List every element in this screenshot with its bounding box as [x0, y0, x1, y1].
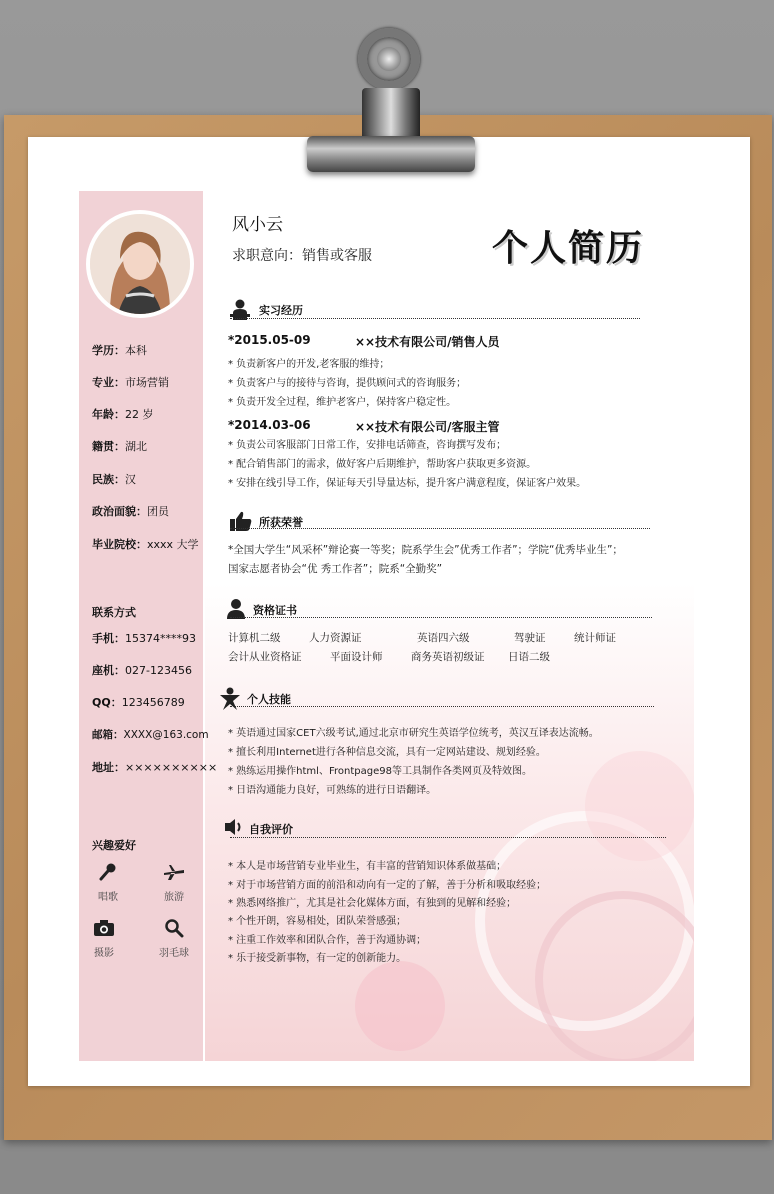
skill-line: * 英语通过国家CET六级考试,通过北京市研究生英语学位统考，英汉互译表达流畅。	[228, 728, 599, 739]
divider	[230, 617, 652, 618]
candidate-name: 风小云	[232, 215, 283, 235]
self-eval-line: * 熟悉网络推广，尤其是社会化媒体方面，有独到的见解和经验；	[228, 898, 517, 909]
binder-clip	[307, 136, 475, 172]
self-eval-line: * 本人是市场营销专业毕业生，有丰富的营销知识体系做基础；	[228, 861, 507, 872]
skills-heading: 个人技能	[247, 691, 291, 707]
cert-item: 平面设计师	[330, 651, 383, 663]
contact-phone: 手机：15374****93	[92, 632, 196, 645]
honors-line: 国家志愿者协会“优 秀工作者”；院系“全勤奖”	[228, 563, 443, 575]
job-bullet: * 负责开发全过程，维护老客户，保持客户稳定性。	[228, 397, 457, 408]
job-company: ××技术有限公司/客服主管	[355, 420, 500, 434]
contact-address: 地址：××××××××××	[92, 761, 218, 774]
self-eval-line: * 个性开朗，容易相处，团队荣誉感强；	[228, 916, 407, 927]
honors-line: *全国大学生“风采杯”辩论赛一等奖；院系学生会”优秀工作者”；学院“优秀毕业生”；	[228, 544, 623, 556]
airplane-icon	[154, 862, 194, 882]
hobbies-title: 兴趣爱好	[92, 839, 136, 852]
contact-title: 联系方式	[92, 606, 136, 619]
skill-line: * 日语沟通能力良好，可熟练的进行日语翻译。	[228, 785, 437, 796]
self-eval-line: * 对于市场营销方面的前沿和动向有一定的了解，善于分析和吸取经验；	[228, 880, 547, 891]
hobby-photography: 摄影	[84, 918, 124, 959]
info-school: 毕业院校：xxxx 大学	[92, 538, 199, 551]
self-eval-line: * 乐于接受新事物，有一定的创新能力。	[228, 953, 407, 964]
job-bullet: * 负责新客户的开发,老客服的维持；	[228, 359, 390, 370]
honors-heading: 所获荣誉	[259, 514, 303, 530]
internship-heading: 实习经历	[259, 302, 303, 318]
cert-item: 驾驶证	[514, 632, 546, 644]
job-date: *2014.03-06	[228, 418, 311, 432]
hobby-singing: 唱歌	[88, 862, 128, 903]
cert-item: 人力资源证	[309, 632, 362, 644]
info-hometown: 籍贯：湖北	[92, 440, 147, 453]
info-major: 专业：市场营销	[92, 376, 169, 389]
job-company: ××技术有限公司/销售人员	[355, 335, 500, 349]
hobby-badminton: 羽毛球	[154, 918, 194, 959]
microphone-icon	[88, 862, 128, 882]
search-icon	[154, 918, 194, 938]
cert-item: 统计师证	[574, 632, 616, 644]
contact-email: 邮箱：XXXX@163.com	[92, 729, 209, 741]
contact-landline: 座机：027-123456	[92, 664, 192, 677]
skill-line: * 熟练运用操作html、Frontpage98等工具制作各类网页及特效图。	[228, 766, 532, 777]
divider	[230, 837, 666, 838]
star-person-icon	[219, 687, 241, 711]
self-eval-heading: 自我评价	[249, 821, 293, 837]
info-ethnicity: 民族：汉	[92, 473, 136, 486]
camera-icon	[84, 918, 124, 938]
self-eval-line: * 注重工作效率和团队合作，善于沟通协调；	[228, 935, 427, 946]
divider	[230, 528, 650, 529]
certs-heading: 资格证书	[253, 602, 297, 618]
hobby-travel: 旅游	[154, 862, 194, 903]
job-date: *2015.05-09	[228, 333, 311, 347]
job-bullet: * 负责客户与的接待与咨询，提供顾问式的咨询服务；	[228, 378, 467, 389]
page-title: 个人简历	[492, 227, 645, 269]
job-bullet: * 配合销售部门的需求，做好客户后期维护，帮助客户获取更多资源。	[228, 459, 537, 470]
divider	[230, 706, 654, 707]
cert-item: 商务英语初级证	[411, 651, 485, 663]
speaker-icon	[223, 817, 243, 837]
skill-line: * 擅长利用Internet进行各种信息交流，具有一定网站建设、规划经验。	[228, 747, 546, 758]
divider	[230, 318, 640, 319]
cert-item: 计算机二级	[228, 632, 281, 644]
cert-item: 日语二级	[508, 651, 550, 663]
avatar	[86, 210, 194, 318]
info-age: 年龄：22 岁	[92, 408, 154, 421]
contact-qq: QQ：123456789	[92, 696, 185, 709]
cert-item: 英语四六级	[417, 632, 470, 644]
job-bullet: * 安排在线引导工作，保证每天引导量达标，提升客户满意程度，保证客户效果。	[228, 478, 587, 489]
info-education: 学历：本科	[92, 344, 147, 357]
job-intent: 求职意向：销售或客服	[232, 248, 372, 264]
person-desk-icon	[229, 298, 251, 320]
cert-item: 会计从业资格证	[228, 651, 302, 663]
info-political: 政治面貌：团员	[92, 505, 169, 518]
clip-ring	[358, 28, 420, 90]
job-bullet: * 负责公司客服部门日常工作，安排电话筛查，咨询撰写发布；	[228, 440, 507, 451]
